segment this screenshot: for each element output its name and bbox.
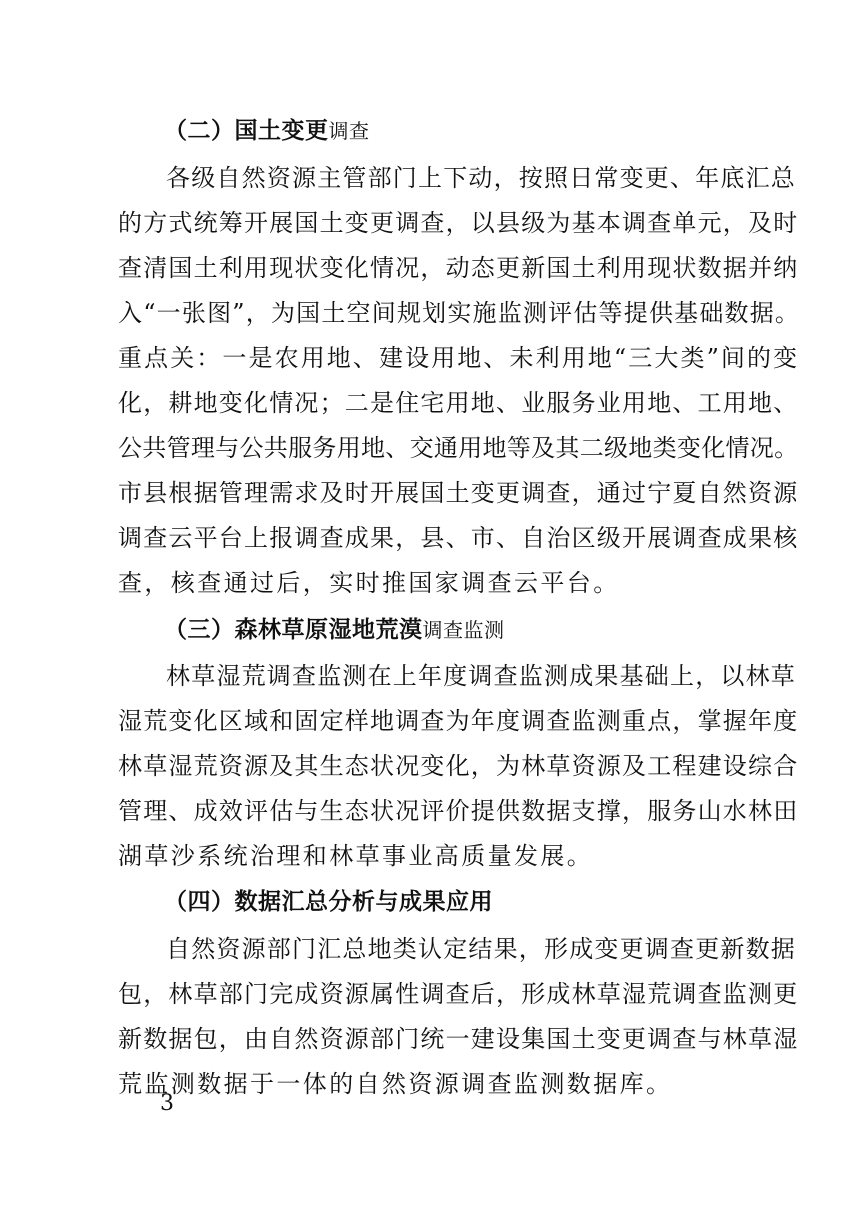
paragraph-line: 入“一张图”，为国土空间规划实施监测评估等提供基础数据。	[118, 299, 801, 327]
paragraph-line: 包，林草部门完成资源属性调查后，形成林草湿荒调查监测更	[118, 980, 799, 1008]
paragraph-line: 调查云平台上报调查成果，县、市、自治区级开展调查成果核	[118, 524, 799, 552]
section-heading-3-main: （三）森林草原湿地荒漠	[164, 617, 423, 643]
paragraph-line: 市县根据管理需求及时开展国土变更调查，通过宁夏自然资源	[118, 479, 799, 507]
section-heading-4	[164, 887, 493, 917]
section-heading-3-suffix: 调查监测	[422, 618, 505, 642]
paragraph-line: 湖草沙系统治理和林草事业高质量发展。	[118, 842, 594, 870]
paragraph-line: 查，核查通过后，实时推国家调查云平台。	[118, 569, 620, 597]
paragraph-line: 自然资源部门汇总地类认定结果，形成变更调查更新数据	[166, 935, 796, 963]
paragraph-line: 的方式统筹开展国土变更调查，以县级为基本调查单元，及时	[118, 209, 799, 237]
paragraph-line: 湿荒变化区域和固定样地调查为年度调查监测重点，掌握年度	[118, 707, 799, 735]
paragraph-line: 管理、成效评估与生态状况评价提供数据支撑，服务山水林田	[118, 797, 799, 825]
paragraph-line: 重点关：一是农用地、建设用地、未利用地“三大类”间的变	[118, 344, 800, 372]
paragraph-line: 新数据包，由自然资源部门统一建设集国土变更调查与林草湿	[118, 1025, 799, 1053]
paragraph-line: 荒监测数据于一体的自然资源调查监测数据库。	[118, 1070, 673, 1098]
section-heading-2	[164, 116, 370, 146]
paragraph-line: 化，耕地变化情况；二是住宅用地、业服务业用地、工用地、	[118, 389, 799, 417]
paragraph-line: 查清国土利用现状变化情况，动态更新国土利用现状数据并纳	[118, 254, 799, 282]
paragraph-line: 各级自然资源主管部门上下动，按照日常变更、年底汇总	[166, 164, 796, 192]
paragraph-line: 林草湿荒调查监测在上年度调查监测成果基础上，以林草	[166, 662, 796, 690]
page-number: 3	[160, 1091, 174, 1116]
paragraph-line: 公共管理与公共服务用地、交通用地等及其二级地类变化情况。	[118, 434, 799, 462]
section-heading-3	[164, 615, 505, 645]
paragraph-line: 林草湿荒资源及其生态状况变化，为林草资源及工程建设综合	[118, 752, 799, 780]
section-heading-2-main: （二）国土变更	[164, 118, 329, 144]
section-heading-2-suffix: 调查	[328, 119, 370, 143]
section-heading-4-main: （四）数据汇总分析与成果应用	[164, 889, 493, 915]
